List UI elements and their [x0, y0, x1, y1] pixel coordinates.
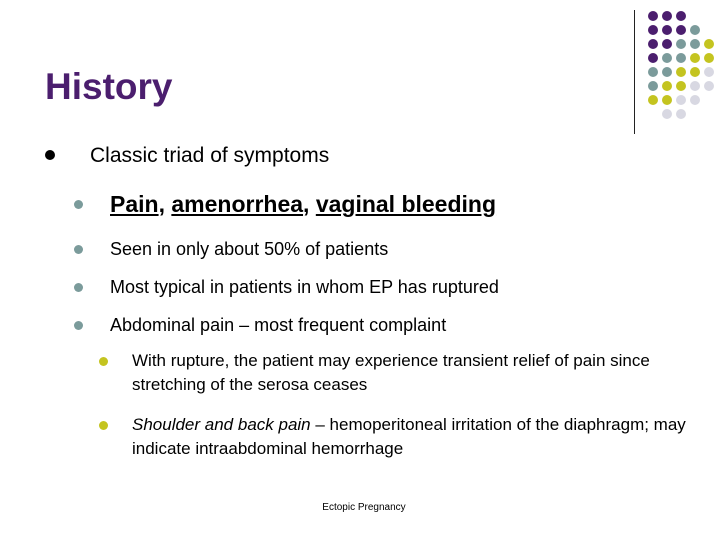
- dot: [676, 39, 686, 49]
- triad-separator: ,: [303, 191, 316, 217]
- dot: [676, 109, 686, 119]
- dot: [690, 39, 700, 49]
- triad-amenorrhea: amenorrhea: [171, 191, 304, 217]
- bullet-text: Classic triad of symptoms: [90, 144, 330, 167]
- dot: [690, 25, 700, 35]
- bullet-text: Most typical in patients in whom EP has ruptured: [110, 277, 499, 297]
- bullet-text: Abdominal pain – most frequent complaint: [110, 315, 447, 335]
- triad-text: [110, 191, 496, 218]
- dot: [648, 95, 658, 105]
- dot: [648, 11, 658, 21]
- dot: [662, 11, 672, 21]
- vertical-divider: [634, 10, 635, 134]
- bullet-text-rest: – hemoperitoneal irritation of the diaphragm; may indicate intraabdominal hemorrhage: [132, 415, 686, 458]
- dot: [704, 53, 714, 63]
- dot: [676, 53, 686, 63]
- triad-pain: Pain: [110, 191, 159, 217]
- bullet-dot-icon: [74, 283, 83, 292]
- dot: [662, 53, 672, 63]
- dot: [662, 25, 672, 35]
- triad-separator: ,: [158, 191, 172, 217]
- bullet-text: Seen in only about 50% of patients: [110, 239, 389, 259]
- dot: [648, 67, 658, 77]
- bullet-dot-icon: [74, 245, 83, 254]
- dot: [690, 95, 700, 105]
- dot: [648, 39, 658, 49]
- dot: [676, 67, 686, 77]
- bullet-dot-icon: [45, 150, 55, 160]
- dot: [662, 109, 672, 119]
- dot: [690, 81, 700, 91]
- dot: [648, 81, 658, 91]
- dot: [662, 95, 672, 105]
- dot: [662, 39, 672, 49]
- dot: [676, 95, 686, 105]
- bullet-dot-icon: [74, 321, 83, 330]
- bullet-dot-icon: [99, 421, 108, 430]
- bullet-emphasis: Shoulder and back pain: [132, 415, 311, 434]
- triad-vaginal-bleeding: vaginal bleeding: [315, 191, 497, 217]
- dot: [676, 11, 686, 21]
- bullet-text: With rupture, the patient may experience transient relief of pain since stretching of the serosa ceases: [132, 351, 650, 394]
- dot: [676, 25, 686, 35]
- bullet-dot-icon: [74, 200, 83, 209]
- bullet-text: [132, 413, 692, 461]
- dot: [662, 81, 672, 91]
- dot: [662, 67, 672, 77]
- dot: [690, 53, 700, 63]
- dot: [648, 25, 658, 35]
- slide-footer: Ectopic Pregnancy: [322, 502, 406, 513]
- slide-title: History: [45, 66, 173, 107]
- dot: [676, 81, 686, 91]
- dot: [704, 67, 714, 77]
- dot: [704, 39, 714, 49]
- dot: [704, 81, 714, 91]
- dot: [690, 67, 700, 77]
- bullet-dot-icon: [99, 357, 108, 366]
- dot: [648, 53, 658, 63]
